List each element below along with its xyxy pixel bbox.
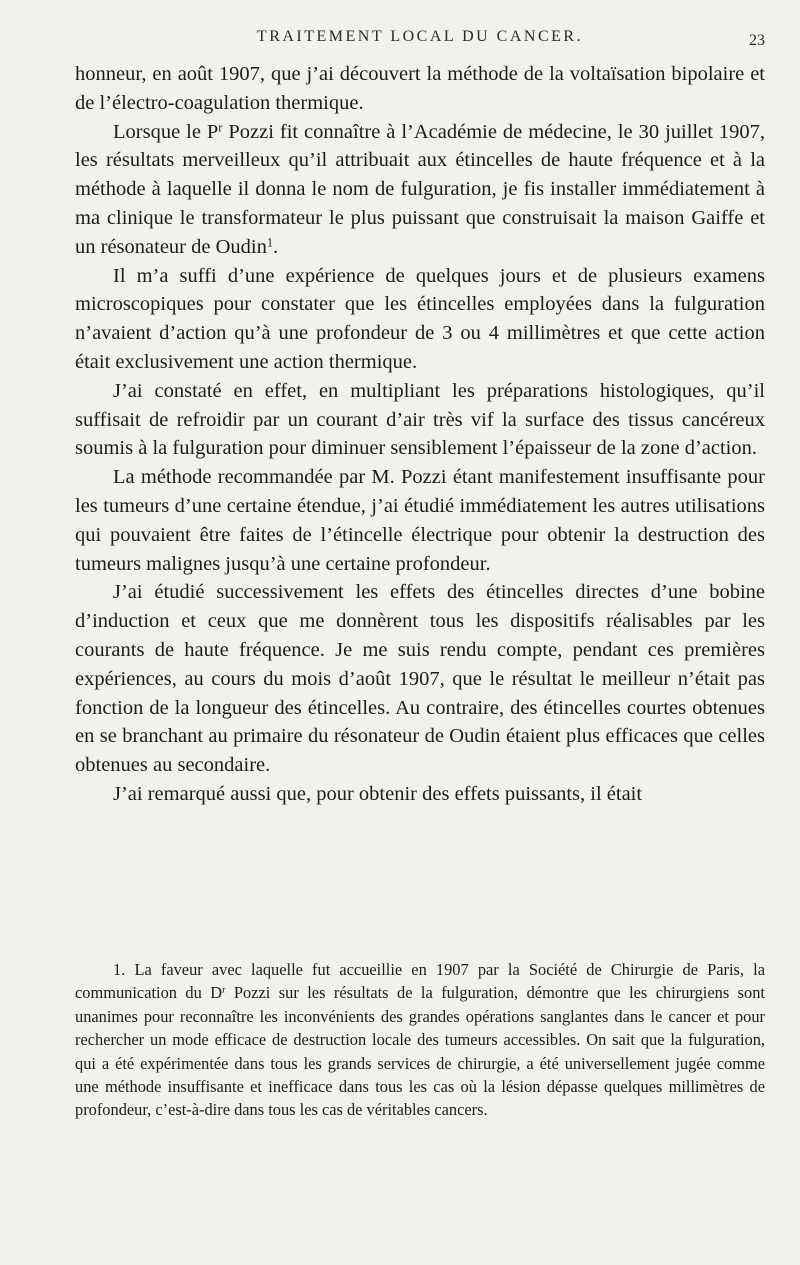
paragraph bbox=[75, 118, 765, 262]
footnote-text: Pozzi sur les résultats de la fulguration, démontre que les chirurgiens sont unanimes pour reconnaître les inconvénients des grandes opérations sanglantes dans le cancer et pour rechercher un mode efficace de destruction locale des tumeurs accessibles. On sait que la fulguration, qui a été expérimentée dans tous les grands services de chirurgie, a été universellement jugée comme une méthode insuffisante et inefficace dans tous les cas où la lésion dépasse quelques millimètres de profondeur, c’est-à-dire dans tous les cas de véritables cancers. bbox=[75, 983, 765, 1120]
footnotes bbox=[75, 958, 765, 1122]
paragraph-text: Lorsque le P bbox=[113, 120, 219, 143]
footnote-number: 1. bbox=[113, 960, 126, 979]
paragraph: J’ai étudié successivement les effets des étincelles directes d’une bobine d’induction et ceux que me donnèrent tous les dispositifs réalisables par les courants de haute fréquence. Je me suis rendu compte, pendant ces premières expériences, au cours du mois d’août 1907, que le résultat le meilleur n’était pas fonction de la longueur des étincelles. Au contraire, des étincelles courtes obtenues en se branchant au primaire du résonateur de Oudin étaient plus efficaces que celles obtenues au secondaire. bbox=[75, 581, 765, 777]
running-title: TRAITEMENT LOCAL DU CANCER. bbox=[256, 28, 584, 45]
page-header bbox=[75, 28, 765, 54]
title-abbreviation: r bbox=[218, 119, 223, 134]
footnote bbox=[75, 958, 765, 1122]
body-text bbox=[75, 60, 765, 809]
footnote-text: La faveur avec laquelle fut accueillie en 1907 par la Société de Chirurgie de Paris, la communication du D bbox=[75, 960, 765, 1003]
title-abbreviation: r bbox=[222, 985, 226, 996]
paragraph-last-line: J’ai remarqué aussi que, pour obtenir des effets puissants, il était bbox=[113, 782, 643, 805]
paragraph-text: Pozzi fit connaître à l’Académie de médecine, le 30 juillet 1907, les résultats merveilleux qu’il attribuait aux étincelles de haute fréquence et à la méthode à laquelle il donna le nom de fulguration, je fis installer immédiatement à ma clinique le transformateur le plus puissant que construisait la maison Gaiffe et un résonateur de Oudin bbox=[75, 120, 765, 258]
page-number: 23 bbox=[749, 32, 765, 49]
paragraph: La méthode recommandée par M. Pozzi étant manifestement insuffisante pour les tumeurs d’une certaine étendue, j’ai étudié immédiatement les autres utilisations qui pouvaient être faites de l’étincelle électrique pour obtenir la destruction des tumeurs malignes jusqu’à une certaine profondeur. bbox=[75, 466, 765, 575]
paragraph-text: . bbox=[273, 235, 279, 258]
paragraph-continuation: honneur, en août 1907, que j’ai découvert la méthode de la voltaïsation bipolaire et de l’électro-coagulation thermique. bbox=[75, 63, 765, 114]
footnote-reference: 1 bbox=[266, 235, 274, 250]
paragraph: Il m’a suffi d’une expérience de quelques jours et de plusieurs examens microscopiques pour constater que les étincelles employées dans la fulguration n’avaient d’action qu’à une profondeur de 3 ou 4 millimètres et que cette action était exclusivement une action thermique. bbox=[75, 264, 765, 373]
paragraph: J’ai constaté en effet, en multipliant les préparations histologiques, qu’il suffisait de refroidir par un courant d’air très vif la surface des tissus cancéreux soumis à la fulguration pour diminuer sensiblement l’épaisseur de la zone d’action. bbox=[75, 379, 765, 460]
